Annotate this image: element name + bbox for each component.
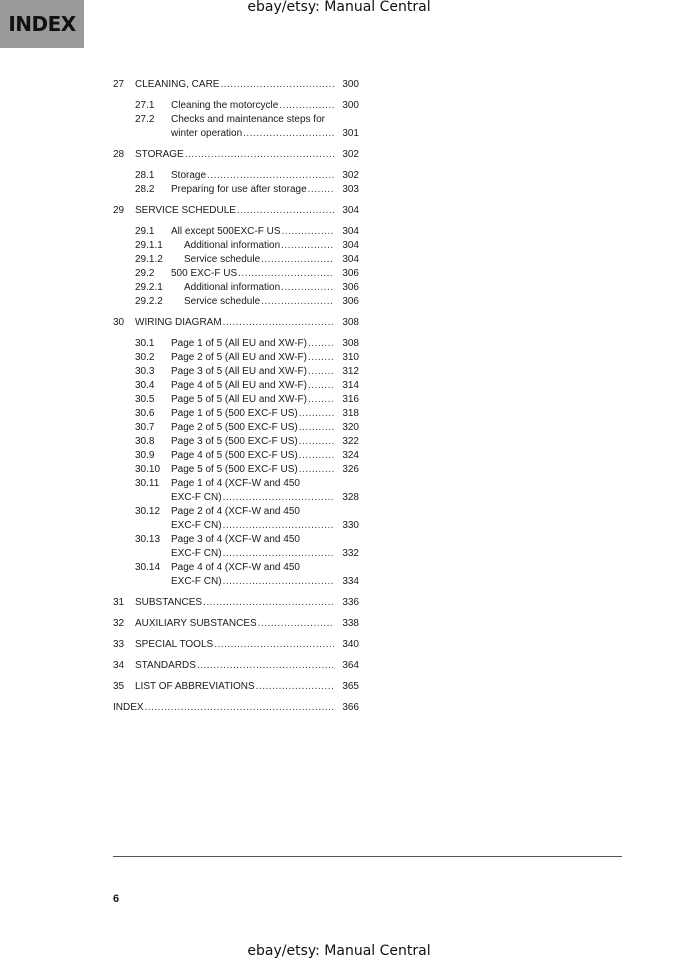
toc-entry-page: 300 xyxy=(334,78,359,92)
toc-entry[interactable] xyxy=(113,659,359,673)
dot-leader xyxy=(220,78,334,92)
toc-entry-number: 30.7 xyxy=(135,422,155,433)
toc-entry-page: 308 xyxy=(334,316,359,330)
toc-entry-page: 318 xyxy=(334,407,359,421)
toc-entry-page: 303 xyxy=(334,183,359,197)
toc-entry-page: 306 xyxy=(334,281,359,295)
toc-spacer xyxy=(113,610,359,617)
toc-spacer xyxy=(113,141,359,148)
dot-leader xyxy=(279,99,334,113)
toc-entry-title: CLEANING, CARE xyxy=(135,79,220,90)
dot-leader xyxy=(214,638,334,652)
toc-spacer xyxy=(113,218,359,225)
toc-entry-page: 338 xyxy=(334,617,359,631)
toc-entry-number: 35 xyxy=(113,681,125,692)
toc-entry-number: 29.1 xyxy=(135,226,155,237)
toc-entry-page: 366 xyxy=(334,701,359,715)
dot-leader xyxy=(301,561,334,575)
dot-leader xyxy=(299,463,334,477)
toc-entry-page xyxy=(334,561,359,575)
toc-entry[interactable] xyxy=(113,225,359,239)
dot-leader xyxy=(261,253,334,267)
toc-entry-title: Preparing for use after storage xyxy=(171,184,307,195)
dot-leader xyxy=(299,449,334,463)
toc-entry-page: 340 xyxy=(334,638,359,652)
toc-entry[interactable] xyxy=(113,316,359,330)
dot-leader xyxy=(301,505,334,519)
toc-entry[interactable] xyxy=(113,337,359,351)
toc-entry-page: 308 xyxy=(334,337,359,351)
toc-entry-title: Page 4 of 5 (500 EXC-F US) xyxy=(171,450,298,461)
dot-leader xyxy=(197,659,334,673)
dot-leader xyxy=(308,351,334,365)
toc-entry-title: STANDARDS xyxy=(135,660,196,671)
toc-entry-page xyxy=(334,505,359,519)
toc-entry-number: 31 xyxy=(113,597,125,608)
toc-entry[interactable] xyxy=(113,575,359,589)
toc-entry[interactable] xyxy=(113,533,359,547)
watermark-top: ebay/etsy: Manual Central xyxy=(247,0,431,15)
toc-entry[interactable] xyxy=(113,183,359,197)
toc-entry-number: 30.14 xyxy=(135,562,161,573)
toc-entry[interactable] xyxy=(113,393,359,407)
toc-entry-page: 364 xyxy=(334,659,359,673)
dot-leader xyxy=(237,204,334,218)
index-tab: INDEX xyxy=(0,0,84,48)
toc-entry-number: 30.13 xyxy=(135,534,161,545)
toc-entry-title: Page 1 of 5 (500 EXC-F US) xyxy=(171,408,298,419)
toc-entry-number: 29.2.1 xyxy=(135,282,163,293)
toc-entry[interactable] xyxy=(113,491,359,505)
toc-entry[interactable] xyxy=(113,617,359,631)
dot-leader xyxy=(223,575,334,589)
toc-entry-page: 304 xyxy=(334,253,359,267)
dot-leader xyxy=(223,519,334,533)
toc-entry-title: All except 500EXC-F US xyxy=(171,226,281,237)
toc-spacer xyxy=(113,197,359,204)
dot-leader xyxy=(308,393,334,407)
dot-leader xyxy=(301,477,334,491)
toc-entry-page: 306 xyxy=(334,295,359,309)
toc-entry-number: 29 xyxy=(113,205,125,216)
toc-entry-title: WIRING DIAGRAM xyxy=(135,317,222,328)
dot-leader xyxy=(223,547,334,561)
toc-entry-page xyxy=(334,477,359,491)
toc-entry-page: 334 xyxy=(334,575,359,589)
toc-entry-title: Page 5 of 5 (500 EXC-F US) xyxy=(171,464,298,475)
toc-entry-number: 30.4 xyxy=(135,380,155,391)
toc-entry[interactable] xyxy=(113,435,359,449)
toc-entry-title: STORAGE xyxy=(135,149,184,160)
toc-entry[interactable] xyxy=(113,547,359,561)
dot-leader xyxy=(185,148,334,162)
toc-entry[interactable] xyxy=(113,148,359,162)
toc-entry-title: EXC-F CN) xyxy=(171,548,222,559)
toc-entry-page: 332 xyxy=(334,547,359,561)
toc-entry-number: 30.9 xyxy=(135,450,155,461)
toc-entry-page xyxy=(334,113,359,127)
toc-entry-number: 30.8 xyxy=(135,436,155,447)
toc-entry[interactable] xyxy=(113,680,359,694)
toc-entry-number: 30 xyxy=(113,317,125,328)
toc-entry-number: 30.12 xyxy=(135,506,161,517)
dot-leader xyxy=(299,435,334,449)
toc-entry-page: 304 xyxy=(334,204,359,218)
toc-entry[interactable] xyxy=(113,519,359,533)
toc-entry-page: 336 xyxy=(334,596,359,610)
toc-entry-page: 304 xyxy=(334,225,359,239)
dot-leader xyxy=(308,183,334,197)
toc-entry-number: 30.5 xyxy=(135,394,155,405)
toc-entry-title: Additional information xyxy=(184,240,281,251)
toc-entry[interactable] xyxy=(113,638,359,652)
dot-leader xyxy=(308,379,334,393)
dot-leader xyxy=(281,281,334,295)
dot-leader xyxy=(207,169,334,183)
toc-entry[interactable] xyxy=(113,281,359,295)
toc-entry-page: 301 xyxy=(334,127,359,141)
toc-entry-title: Additional information xyxy=(184,282,281,293)
toc-entry[interactable] xyxy=(113,169,359,183)
toc-entry-title: Page 1 of 4 (XCF-W and 450 xyxy=(171,478,300,489)
toc-entry[interactable] xyxy=(113,99,359,113)
toc-entry-page: 302 xyxy=(334,148,359,162)
toc-entry-title: LIST OF ABBREVIATIONS xyxy=(135,681,255,692)
toc-entry-number: 28.2 xyxy=(135,184,155,195)
toc-spacer xyxy=(113,330,359,337)
toc-entry-number: 27 xyxy=(113,79,125,90)
toc-entry[interactable] xyxy=(113,113,359,127)
toc-entry-page: 314 xyxy=(334,379,359,393)
toc-entry-title: SUBSTANCES xyxy=(135,597,203,608)
table-of-contents xyxy=(113,78,359,715)
toc-entry-page: 320 xyxy=(334,421,359,435)
toc-entry-page: 310 xyxy=(334,351,359,365)
toc-entry[interactable] xyxy=(113,239,359,253)
toc-entry[interactable] xyxy=(113,295,359,309)
toc-entry-title: EXC-F CN) xyxy=(171,520,222,531)
toc-entry-title: INDEX xyxy=(113,702,144,713)
toc-entry-title: Page 2 of 5 (All EU and XW-F) xyxy=(171,352,307,363)
toc-entry-page: 326 xyxy=(334,463,359,477)
toc-entry-number: 29.2.2 xyxy=(135,296,163,307)
toc-entry-page: 300 xyxy=(334,99,359,113)
dot-leader xyxy=(243,127,334,141)
toc-entry-number: 30.2 xyxy=(135,352,155,363)
toc-entry-title: Page 4 of 5 (All EU and XW-F) xyxy=(171,380,307,391)
toc-spacer xyxy=(113,92,359,99)
toc-entry-title: Page 3 of 5 (500 EXC-F US) xyxy=(171,436,298,447)
toc-entry-number: 28 xyxy=(113,149,125,160)
toc-entry-title: Page 5 of 5 (All EU and XW-F) xyxy=(171,394,307,405)
toc-entry-number: 29.1.1 xyxy=(135,240,163,251)
toc-entry-number: 29.2 xyxy=(135,268,155,279)
dot-leader xyxy=(261,295,334,309)
toc-entry-number: 29.1.2 xyxy=(135,254,163,265)
toc-entry-number: 32 xyxy=(113,618,125,629)
toc-spacer xyxy=(113,652,359,659)
toc-entry-number: 30.10 xyxy=(135,464,161,475)
toc-entry-title: Page 2 of 5 (500 EXC-F US) xyxy=(171,422,298,433)
dot-leader xyxy=(299,421,334,435)
toc-entry[interactable] xyxy=(113,351,359,365)
toc-entry-number: 28.1 xyxy=(135,170,155,181)
watermark-bottom: ebay/etsy: Manual Central xyxy=(247,943,431,959)
toc-entry-number: 30.1 xyxy=(135,338,155,349)
toc-entry-page: 330 xyxy=(334,519,359,533)
toc-entry[interactable] xyxy=(113,561,359,575)
toc-entry[interactable] xyxy=(113,407,359,421)
toc-entry-page: 322 xyxy=(334,435,359,449)
toc-entry-number: 30.3 xyxy=(135,366,155,377)
toc-entry-page: 304 xyxy=(334,239,359,253)
toc-entry-title: Cleaning the motorcycle xyxy=(171,100,279,111)
toc-entry-title: EXC-F CN) xyxy=(171,576,222,587)
dot-leader xyxy=(223,316,334,330)
toc-entry-title: Storage xyxy=(171,170,207,181)
toc-spacer xyxy=(113,673,359,680)
dot-leader xyxy=(301,533,334,547)
toc-entry-title: Checks and maintenance steps for xyxy=(171,114,325,125)
toc-entry-number: 30.11 xyxy=(135,478,160,489)
toc-entry-page: 312 xyxy=(334,365,359,379)
toc-entry[interactable] xyxy=(113,379,359,393)
toc-spacer xyxy=(113,694,359,701)
toc-entry-number: 27.1 xyxy=(135,100,155,111)
toc-entry-title: SERVICE SCHEDULE xyxy=(135,205,236,216)
toc-entry[interactable] xyxy=(113,253,359,267)
toc-entry-title: EXC-F CN) xyxy=(171,492,222,503)
toc-entry[interactable] xyxy=(113,449,359,463)
toc-entry-title: SPECIAL TOOLS xyxy=(135,639,214,650)
toc-entry-title: Page 3 of 5 (All EU and XW-F) xyxy=(171,366,307,377)
toc-entry-page: 306 xyxy=(334,267,359,281)
toc-entry-title: Page 3 of 4 (XCF-W and 450 xyxy=(171,534,300,545)
toc-entry[interactable] xyxy=(113,365,359,379)
toc-entry[interactable] xyxy=(113,477,359,491)
toc-entry[interactable] xyxy=(113,78,359,92)
toc-entry-page: 328 xyxy=(334,491,359,505)
dot-leader xyxy=(145,701,334,715)
toc-entry[interactable] xyxy=(113,127,359,141)
toc-entry[interactable] xyxy=(113,701,359,715)
dot-leader xyxy=(326,113,334,127)
toc-entry-number: 33 xyxy=(113,639,125,650)
dot-leader xyxy=(282,225,335,239)
toc-spacer xyxy=(113,162,359,169)
toc-entry-page: 365 xyxy=(334,680,359,694)
toc-entry-page: 316 xyxy=(334,393,359,407)
toc-entry[interactable] xyxy=(113,505,359,519)
toc-entry[interactable] xyxy=(113,596,359,610)
dot-leader xyxy=(223,491,334,505)
toc-entry-title: winter operation xyxy=(171,128,243,139)
toc-entry-number: 34 xyxy=(113,660,125,671)
dot-leader xyxy=(258,617,334,631)
toc-spacer xyxy=(113,631,359,638)
toc-entry-page: 324 xyxy=(334,449,359,463)
page-number: 6 xyxy=(113,893,120,905)
toc-entry[interactable] xyxy=(113,463,359,477)
toc-spacer xyxy=(113,309,359,316)
toc-entry-title: Page 1 of 5 (All EU and XW-F) xyxy=(171,338,307,349)
toc-entry-title: 500 EXC-F US xyxy=(171,268,238,279)
toc-entry-title: Service schedule xyxy=(184,296,261,307)
dot-leader xyxy=(238,267,334,281)
toc-entry-title: AUXILIARY SUBSTANCES xyxy=(135,618,257,629)
dot-leader xyxy=(299,407,334,421)
toc-spacer xyxy=(113,589,359,596)
dot-leader xyxy=(308,337,334,351)
toc-entry-number: 27.2 xyxy=(135,114,155,125)
toc-entry-number: 30.6 xyxy=(135,408,155,419)
toc-entry-title: Service schedule xyxy=(184,254,261,265)
dot-leader xyxy=(203,596,334,610)
toc-entry-title: Page 2 of 4 (XCF-W and 450 xyxy=(171,506,300,517)
toc-entry[interactable] xyxy=(113,204,359,218)
toc-entry[interactable] xyxy=(113,267,359,281)
dot-leader xyxy=(256,680,334,694)
toc-entry[interactable] xyxy=(113,421,359,435)
dot-leader xyxy=(281,239,334,253)
toc-entry-page xyxy=(334,533,359,547)
toc-entry-page: 302 xyxy=(334,169,359,183)
footer-divider xyxy=(113,856,622,857)
dot-leader xyxy=(308,365,334,379)
toc-entry-title: Page 4 of 4 (XCF-W and 450 xyxy=(171,562,300,573)
